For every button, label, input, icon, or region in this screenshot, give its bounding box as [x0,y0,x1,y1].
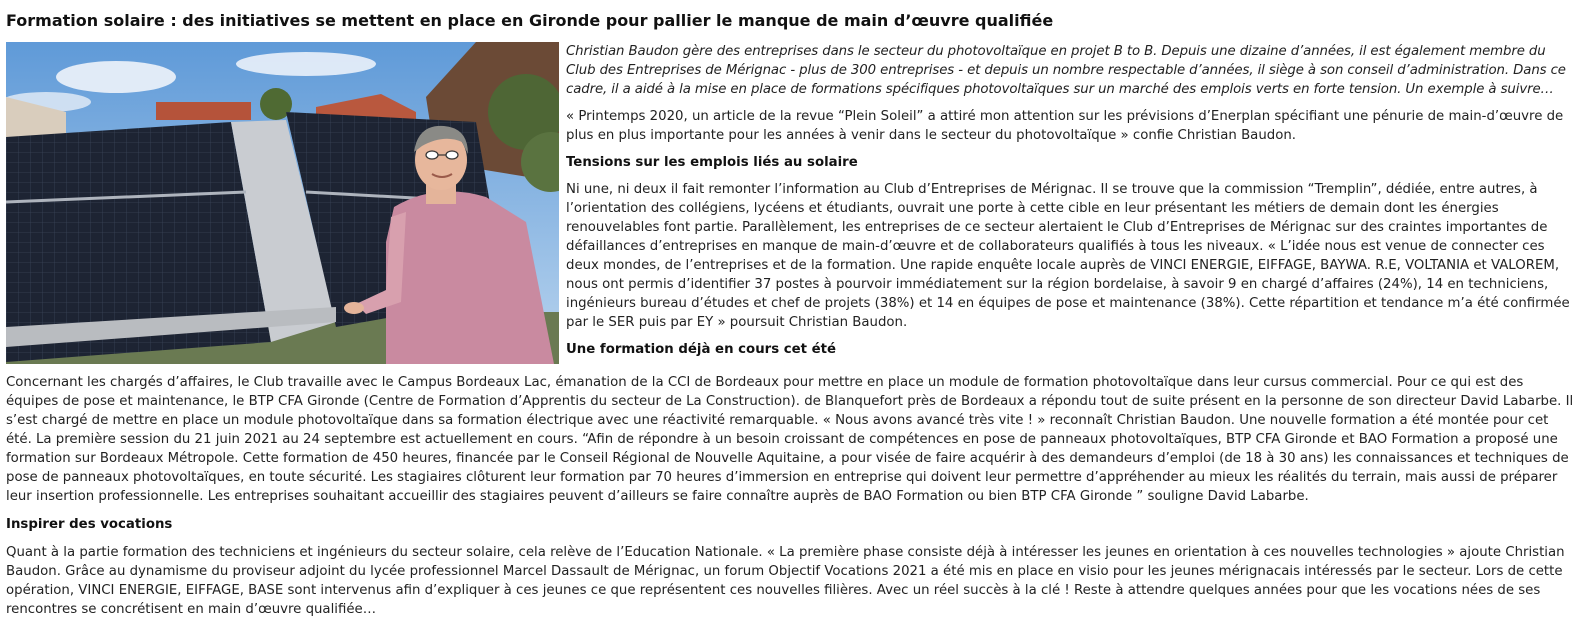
section-heading-formation: Une formation déjà en cours cet été [566,342,837,357]
solar-panel-photo [6,42,559,364]
article-lead: Christian Baudon gère des entreprises dans le secteur du photovoltaïque en projet B to B. Depuis une dizaine d’années, il est également membre du Club des Entreprises de Mérignac - plus de 300 entreprises - et depuis un nombre respectable d’années, il siège à son conseil d’administration. Dans ce cadre, il a aidé à la mise en place de formations spécifiques photovoltaïques sur un marché des emplois verts en forte tension. Un exemple à suivre… [566,44,1566,97]
side-column [566,42,1578,367]
section-heading-vocations: Inspirer des vocations [6,517,173,532]
section-text-formation: Concernant les chargés d’affaires, le Club travaille avec le Campus Bordeaux Lac, émanation de la CCI de Bordeaux pour mettre en place un module de formation photovoltaïque dans leur cursus commercial. Pour ce qui est des équipes de pose et maintenance, le BTP CFA Gironde (Centre de Formation d’Apprentis du secteur de La Construction). de Blanquefort près de Bordeaux a répondu tout de suite présent en la personne de son directeur David Labarbe. Il s’est chargé de mettre en place un module photovoltaïque dans sa formation électrique avec une réactivité remarquable. « Nous avons avancé très vite ! » reconnaît Christian Baudon. Une nouvelle formation a été montée pour cet été. La première session du 21 juin 2021 au 24 septembre est actuellement en cours. “Afin de répondre à un besoin croissant de compétences en pose de panneaux photovoltaïques, BTP CFA Gironde et BAO Formation a proposé une formation sur Bordeaux Métropole. Cette formation de 450 heures, financée par le Conseil Régional de Nouvelle Aquitaine, a pour visée de faire acquérir à des demandeurs d’emploi (de 18 à 30 ans) les connaissances et techniques de pose de panneaux photovoltaïques, en toute sécurité. Les stagiaires clôturent leur formation par 70 heures d’immersion en entreprise qui doivent leur permettre d’appréhender au mieux les réalités du terrain, mais aussi de préparer leur insertion professionnelle. Les entreprises souhaitant accueillir des stagiaires peuvent d’ailleurs se faire connaître auprès de BAO Formation ou bien BTP CFA Gironde ” souligne David Labarbe. [6,375,1574,504]
section-heading-tensions: Tensions sur les emplois liés au solaire [566,155,858,170]
section-text-vocations: Quant à la partie formation des techniciens et ingénieurs du secteur solaire, cela relève de l’Education Nationale. « La première phase consiste déjà à intéresser les jeunes en orientation à ces nouvelles technologies » ajoute Christian Baudon. Grâce au dynamisme du proviseur adjoint du lycée professionnel Marcel Dassault de Mérignac, un forum Objectif Vocations 2021 a été mis en place en visio pour les jeunes mérignacais intéressés par le secteur. Lors de cette opération, VINCI ENERGIE, EIFFAGE, BASE sont intervenus afin d’expliquer à ces jeunes ce que représentent ces nouvelles filières. Avec un réel succès à la clé ! Reste à attendre quelques années pour que les vocations nées de ses rencontres se concrétisent en main d’œuvre qualifiée… [6,545,1565,617]
full-width-column [6,373,1578,628]
article-title: Formation solaire : des initiatives se mettent en place en Gironde pour pallier le manque de main d’œuvre qualifiée [6,11,1054,30]
quote-paragraph: « Printemps 2020, un article de la revue “Plein Soleil” a attiré mon attention sur les prévisions d’Enerplan spécifiant une pénurie de main-d’œuvre de plus en plus importante pour les années à venir dans le secteur du photovoltaïque » confie Christian Baudon. [566,109,1564,143]
section-text-tensions: Ni une, ni deux il fait remonter l’information au Club d’Entreprises de Mérignac. Il se trouve que la commission “Tremplin”, dédiée, entre autres, à l’orientation des collégiens, lycéens et étudiants, ouvrait une porte à cette cible en leur présentant les métiers de demain dont les énergies renouvelables font partie. Parallèlement, les entreprises de ce secteur alertaient le Club d’Entreprises de Mérignac sur des craintes importantes de défaillances d’entreprises en manque de main-d’œuvre et de collaborateurs qualifiés à tous les niveaux. « L’idée nous est venue de connecter ces deux mondes, de l’entreprises et de la formation. Une rapide enquête locale auprès de VINCI ENERGIE, EIFFAGE, BAYWA. R.E, VOLTANIA et VALOREM, nous ont permis d’identifier 37 postes à pourvoir immédiatement sur la région bordelaise, à savoir 9 en chargé d’affaires (24%), 14 en techniciens, ingénieurs bureau d’études et chef de projets (38%) et 14 en équipes de pose et maintenance (38%). Cette répartition et tendance m’a été confirmée par le SER puis par EY » poursuit Christian Baudon. [566,182,1570,330]
roof-left [156,102,251,120]
